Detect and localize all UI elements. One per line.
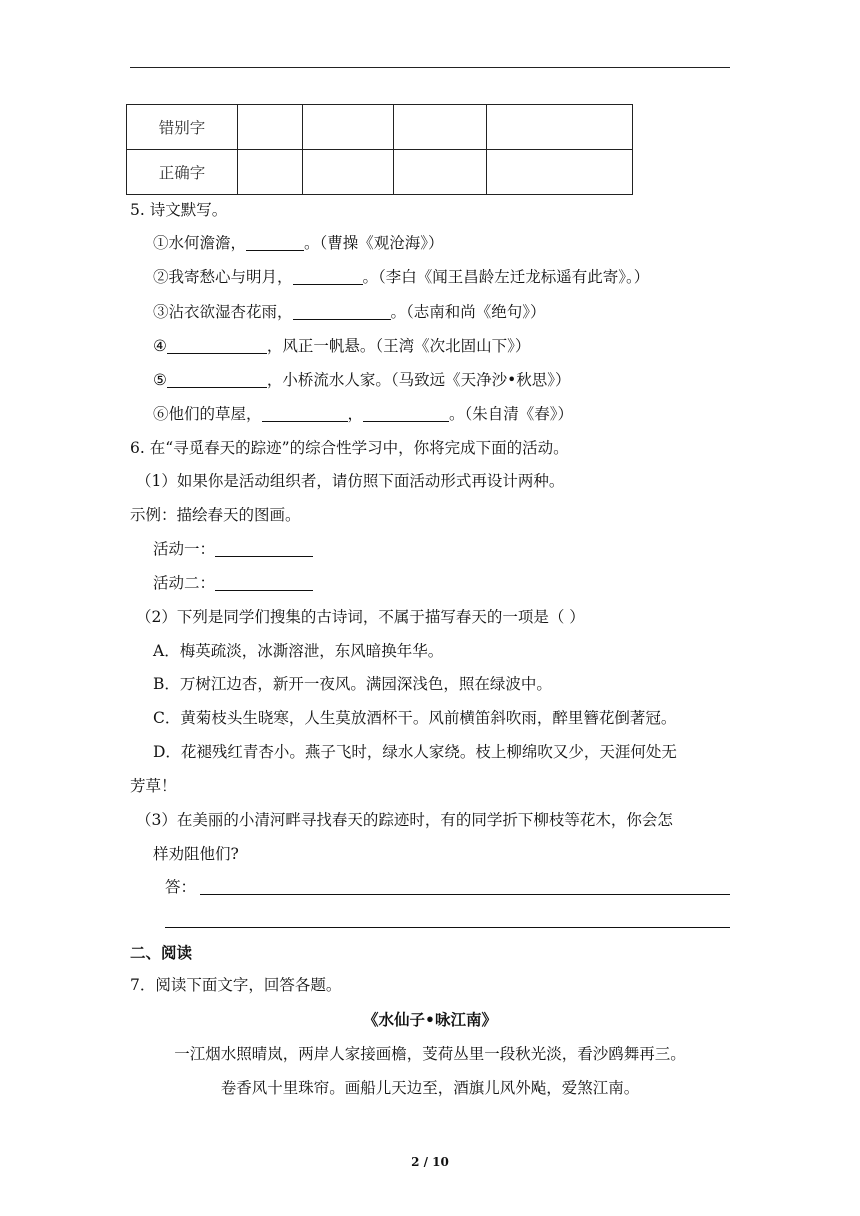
fill-blank[interactable] — [215, 574, 313, 591]
q5-item-text: 。（李白《闻王昌龄左迁龙标遥有此寄》。） — [362, 268, 650, 286]
q6-sub3-cont: 样劝阻他们? — [153, 845, 239, 863]
q5-item-text: ⑥他们的草屋， — [153, 405, 262, 423]
section-heading: 二、阅读 — [130, 943, 193, 962]
q5-item-6 — [153, 404, 573, 424]
q5-item-text: 。（志南和尚《绝句》） — [390, 303, 546, 321]
table-cell — [487, 105, 633, 150]
fill-blank[interactable] — [215, 540, 313, 557]
q5-item-text: ③沾衣欲湿杏花雨， — [153, 303, 293, 321]
poem-title: 《水仙子•咏江南》 — [363, 1010, 497, 1029]
q5-item-text: 。（朱自清《春》） — [449, 405, 574, 423]
option-b: B．万树江边杏，新开一夜风。满园深浅色，照在绿波中。 — [153, 675, 552, 693]
q5-title: 5. 诗文默写。 — [130, 201, 228, 219]
q6-sub1: （1）如果你是活动组织者，请仿照下面活动形式再设计两种。 — [136, 472, 565, 490]
fill-blank[interactable] — [293, 303, 391, 320]
q5-item-4 — [153, 336, 530, 356]
fill-blank[interactable] — [167, 371, 267, 388]
q6-example: 示例：描绘春天的图画。 — [130, 506, 301, 524]
fill-blank[interactable] — [293, 268, 363, 285]
q5-item-text: ②我寄愁心与明月， — [153, 268, 293, 286]
q5-item-3 — [153, 302, 546, 322]
row-label: 正确字 — [127, 150, 238, 195]
table-cell — [238, 105, 303, 150]
table-cell — [303, 150, 394, 195]
q5-item-text: ④ — [153, 337, 167, 355]
page-number: 2 / 10 — [411, 1155, 449, 1169]
q5-item-2 — [153, 267, 649, 287]
table-row — [127, 150, 633, 195]
header-rule — [130, 67, 730, 68]
q6-sub3: （3）在美丽的小清河畔寻找春天的踪迹时，有的同学折下柳枝等花木，你会怎 — [136, 811, 673, 829]
q6-activity-2 — [153, 573, 313, 593]
table-cell — [303, 105, 394, 150]
q5-item-text: ，风正一帆悬。（王湾《次北固山下》） — [266, 337, 531, 355]
q5-item-text: ，小桥流水人家。（马致远《天净沙•秋思》） — [266, 371, 571, 389]
activity-label: 活动一： — [153, 540, 216, 558]
table-row — [127, 105, 633, 150]
answer-label: 答： — [165, 878, 197, 896]
correction-table — [126, 104, 633, 195]
answer-line[interactable] — [165, 927, 730, 928]
option-c: C．黄菊枝头生晓寒，人生莫放酒杯干。风前横笛斜吹雨，醉里簪花倒著冠。 — [153, 709, 677, 727]
table-cell — [394, 105, 487, 150]
q5-item-text: ， — [347, 405, 364, 423]
fill-blank[interactable] — [262, 405, 348, 422]
table-cell — [238, 150, 303, 195]
fill-blank[interactable] — [246, 234, 304, 251]
q5-item-text: 。（曹操《观沧海》） — [304, 234, 444, 252]
q6-sub2: （2）下列是同学们搜集的古诗词，不属于描写春天的一项是（ ） — [136, 608, 585, 626]
option-a: A．梅英疏淡，冰澌溶泄，东风暗换年华。 — [153, 642, 444, 660]
poem-line: 卷香风十里珠帘。画船儿天边至，酒旗儿风外飐，爱煞江南。 — [220, 1079, 640, 1097]
option-d: D．花褪残红青杏小。燕子飞时，绿水人家绕。枝上柳绵吹又少，天涯何处无 — [153, 743, 677, 761]
fill-blank[interactable] — [363, 405, 449, 422]
table-cell — [487, 150, 633, 195]
q6-activity-1 — [153, 539, 313, 559]
table-cell — [394, 150, 487, 195]
q5-item-5 — [153, 370, 571, 390]
row-label: 错别字 — [127, 105, 238, 150]
q6-title: 6. 在“寻觅春天的踪迹”的综合性学习中，你将完成下面的活动。 — [130, 439, 569, 457]
fill-blank[interactable] — [167, 337, 267, 354]
q5-item-text: ①水何澹澹， — [153, 234, 247, 252]
q7-title: 7．阅读下面文字，回答各题。 — [130, 976, 342, 994]
q5-item-1 — [153, 233, 444, 253]
option-d-continued: 芳草！ — [130, 777, 177, 795]
activity-label: 活动二： — [153, 574, 216, 592]
q5-item-text: ⑤ — [153, 371, 167, 389]
answer-line[interactable] — [200, 894, 730, 895]
poem-line: 一江烟水照晴岚，两岸人家接画檐，芰荷丛里一段秋光淡，看沙鸥舞再三。 — [174, 1045, 686, 1063]
